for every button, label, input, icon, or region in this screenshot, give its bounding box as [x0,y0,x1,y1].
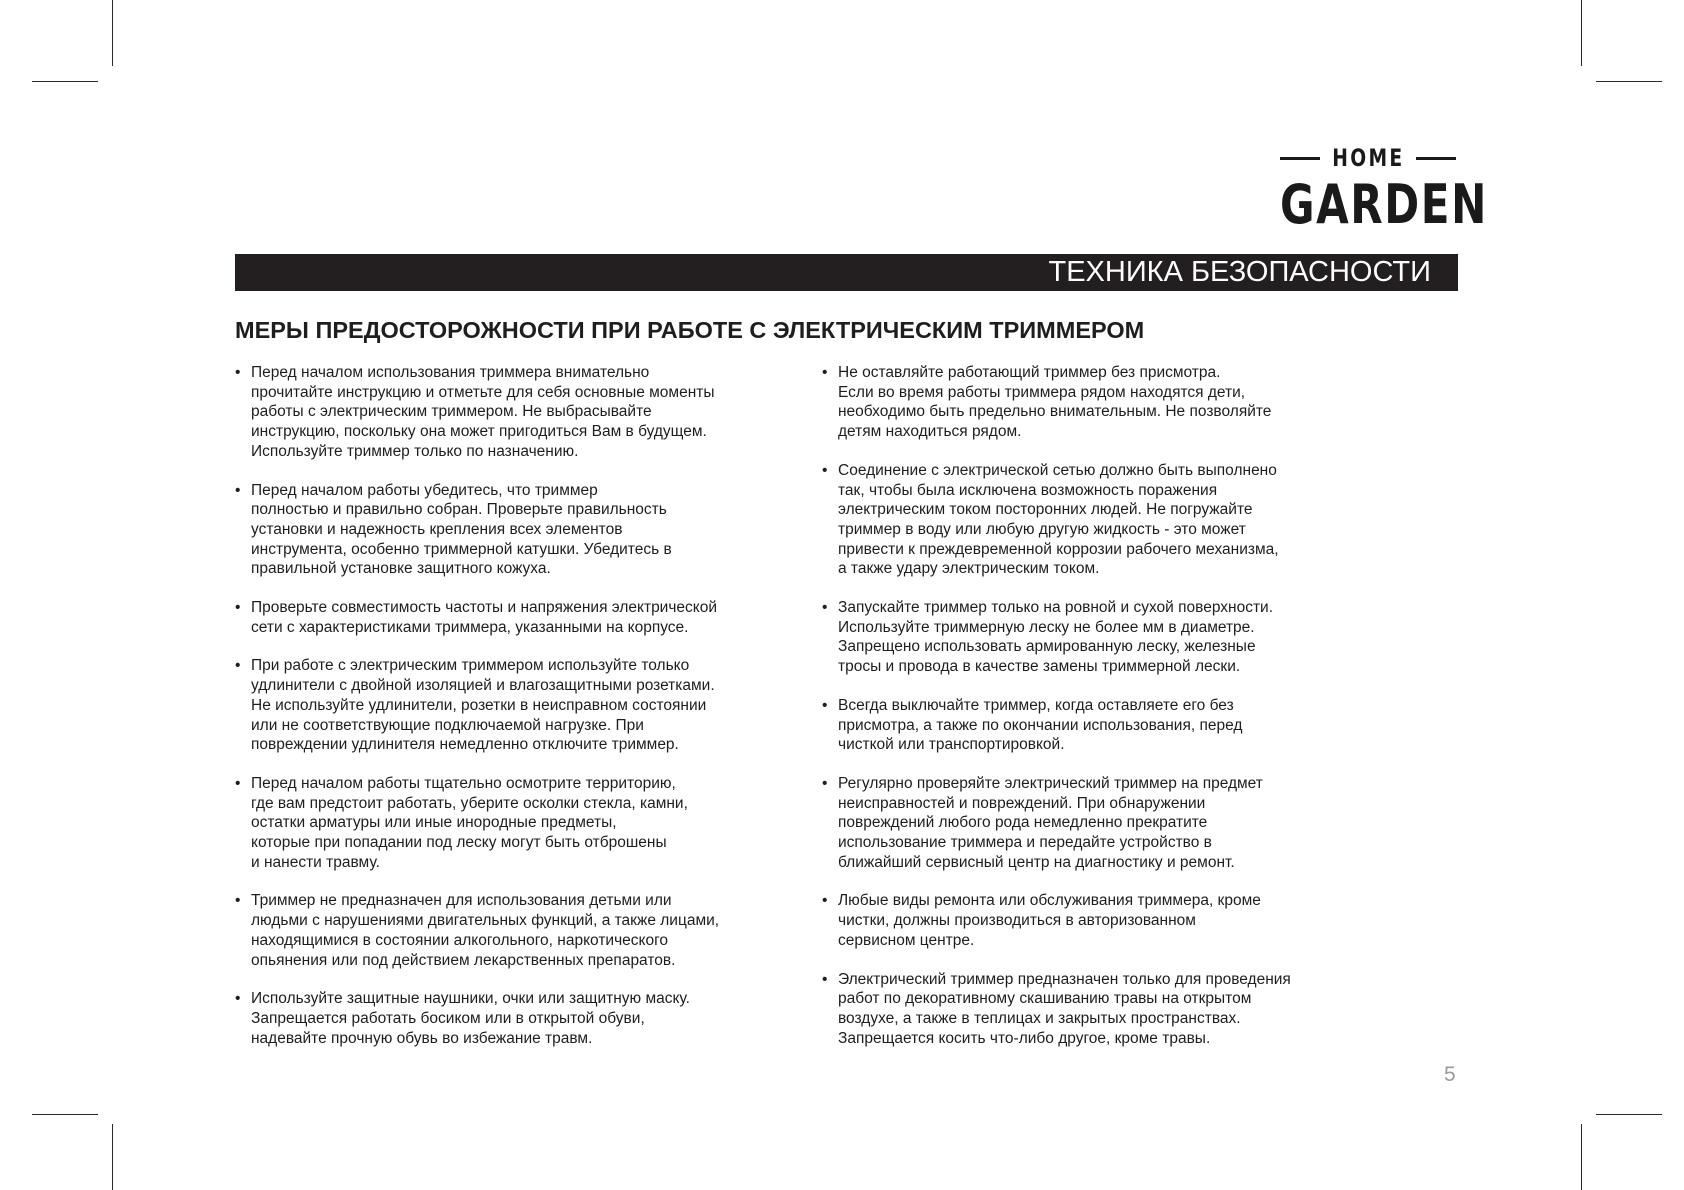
list-item [822,598,1382,677]
crop-mark-top-right-vertical [1581,0,1582,66]
list-item [235,891,805,970]
list-item-line: где вам предстоит работать, уберите осколки стекла, камни, [251,794,688,812]
list-item-line: или не соответствующие подключаемой нагрузке. При [251,716,644,734]
list-item [822,970,1382,1049]
list-item-line: электрическим током посторонних людей. Не погружайте [838,501,1253,519]
logo-rule-left [1280,157,1320,160]
list-item [822,363,1382,442]
list-item-line: триммер в воду или любую другую жидкость - это может [838,520,1246,538]
list-item-line: воздухе, а также в теплицах и закрытых пространствах. [838,1009,1241,1027]
list-item-line: детям находиться рядом. [838,423,1022,441]
bullet-icon: • [822,970,828,988]
list-item-line: Используйте триммер только по назначению. [251,442,579,460]
list-item-line: так, чтобы была исключена возможность поражения [838,481,1218,499]
logo-home-row [1280,144,1456,172]
list-item-line: Запускайте триммер только на ровной и сухой поверхности. [838,599,1274,617]
section-title-bar [235,254,1458,291]
list-item-line: работы с электрическим триммером. Не выбрасывайте [251,403,652,421]
home-garden-logo [1280,144,1488,236]
page-heading: МЕРЫ ПРЕДОСТОРОЖНОСТИ ПРИ РАБОТЕ С ЭЛЕКТРИЧЕСКИМ ТРИММЕРОМ [235,317,1145,343]
bullet-icon: • [235,657,241,675]
list-item-line: Триммер не предназначен для использования детьми или [251,892,672,910]
list-item [822,696,1382,755]
list-item-line: повреждений любого рода немедленно прекратите [838,814,1208,832]
list-item-line: Не оставляйте работающий триммер без присмотра. [838,364,1221,381]
crop-mark-top-left-vertical [112,0,113,66]
crop-mark-bottom-left-vertical [112,1124,113,1190]
list-item-line: которые при попадании под леску могут быть отброшены [251,834,667,852]
logo-home-text: HOME [1331,144,1405,172]
page-number: 5 [1444,1063,1456,1086]
list-item [235,774,805,873]
list-item-line: Запрещается работать босиком или в открытой обуви, [251,1009,645,1027]
list-item-line: Используйте защитные наушники, очки или защитную маску. [251,990,690,1008]
list-item [235,481,805,580]
list-item-line: Электрический триммер предназначен только для проведения [838,970,1291,988]
list-item-line: Перед началом использования триммера внимательно [251,364,650,381]
bullet-icon: • [235,364,241,381]
list-item [235,656,805,755]
list-item-line: неисправностей и повреждений. При обнаружении [838,794,1206,812]
list-item [822,461,1382,579]
list-item-line: привести к преждевременной коррозии рабочего механизма, [838,540,1279,558]
bullet-icon: • [235,892,241,910]
bullet-icon: • [822,696,828,714]
list-item-line: повреждении удлинителя немедленно отключите триммер. [251,736,679,754]
crop-mark-bottom-right-horizontal [1596,1114,1662,1115]
list-item-line: Любые виды ремонта или обслуживания триммера, кроме [838,892,1261,910]
list-item-line: Не используйте удлинители, розетки в неисправном состоянии [251,696,707,714]
list-item-line: необходимо быть предельно внимательным. Не позволяйте [838,403,1272,421]
list-item-line: инструкцию, поскольку она может пригодиться Вам в будущем. [251,423,707,441]
list-item-line: находящимися в состоянии алкогольного, наркотического [251,931,669,949]
bullet-icon: • [822,599,828,617]
bullet-icon: • [822,892,828,910]
list-item-line: остатки арматуры или иные инородные предметы, [251,814,617,832]
list-item-line: Проверьте совместимость частоты и напряжения электрической [251,599,718,617]
crop-mark-top-left-horizontal [32,81,98,82]
list-item-line: тросы и провода в качестве замены триммерной лески. [838,658,1241,676]
bullet-icon: • [235,599,241,617]
bullet-icon: • [822,364,828,381]
list-item-line: чистки, должны производиться в авторизованном [838,912,1196,930]
list-item-line: опьянения или под действием лекарственных препаратов. [251,951,676,969]
list-item-line: работ по декоративному скашиванию травы на открытом [838,990,1252,1008]
list-item-line: Соединение с электрической сетью должно быть выполнено [838,461,1277,479]
list-item-line: людьми с нарушениями двигательных функций, а также лицами, [251,912,720,930]
list-item-line: присмотра, а также по окончании использования, перед [838,716,1243,734]
list-item-line: Запрещается косить что-либо другое, кроме травы. [838,1029,1211,1047]
bullet-icon: • [235,774,241,792]
list-item-line: Используйте триммерную леску не более мм в диаметре. [838,618,1255,636]
logo-rule-right [1416,157,1456,160]
list-item-line: а также удару электрическим током. [838,560,1100,578]
list-item [822,774,1382,873]
logo-garden-text: GARDEN [1280,173,1488,236]
bullet-icon: • [235,481,241,499]
section-title: ТЕХНИКА БЕЗОПАСНОСТИ [1048,256,1431,288]
list-item-line: чисткой или транспортировкой. [838,736,1065,754]
list-item-line: правильной установке защитного кожуха. [251,560,551,578]
bullet-icon: • [235,990,241,1008]
list-item [235,363,805,462]
crop-mark-bottom-left-horizontal [32,1114,98,1115]
list-item-line: прочитайте инструкцию и отметьте для себя основные моменты [251,383,715,401]
bullet-icon: • [822,774,828,792]
list-item-line: Перед началом работы тщательно осмотрите территорию, [251,774,676,792]
list-item-line: сервисном центре. [838,931,975,949]
bullet-icon: • [822,461,828,479]
list-item-line: Если во время работы триммера рядом находятся дети, [838,383,1246,401]
list-item-line: полностью и правильно собран. Проверьте правильность [251,501,667,519]
list-item-line: надевайте прочную обувь во избежание травм. [251,1029,593,1047]
list-item-line: инструмента, особенно триммерной катушки. Убедитесь в [251,540,672,558]
list-item-line: Регулярно проверяйте электрический триммер на предмет [838,774,1263,792]
crop-mark-top-right-horizontal [1596,81,1662,82]
list-item-line: удлинители с двойной изоляцией и влагозащитными розетками. [251,677,715,695]
list-item-line: Запрещено использовать армированную леску, железные [838,638,1256,656]
list-item [822,891,1382,950]
list-item-line: ближайший сервисный центр на диагностику и ремонт. [838,853,1235,871]
list-item-line: Перед началом работы убедитесь, что триммер [251,481,598,499]
left-column-list [235,363,805,1048]
list-item-line: сети с характеристиками триммера, указанными на корпусе. [251,618,689,636]
list-item-line: Всегда выключайте триммер, когда оставляете его без [838,696,1234,714]
crop-mark-bottom-right-vertical [1581,1124,1582,1190]
list-item-line: использование триммера и передайте устройство в [838,834,1212,852]
list-item-line: установки и надежность крепления всех элементов [251,520,623,538]
list-item [235,989,805,1048]
list-item-line: При работе с электрическим триммером используйте только [251,657,690,675]
list-item [235,598,805,637]
right-column-list [822,363,1382,1048]
list-item-line: и нанести травму. [251,853,380,871]
